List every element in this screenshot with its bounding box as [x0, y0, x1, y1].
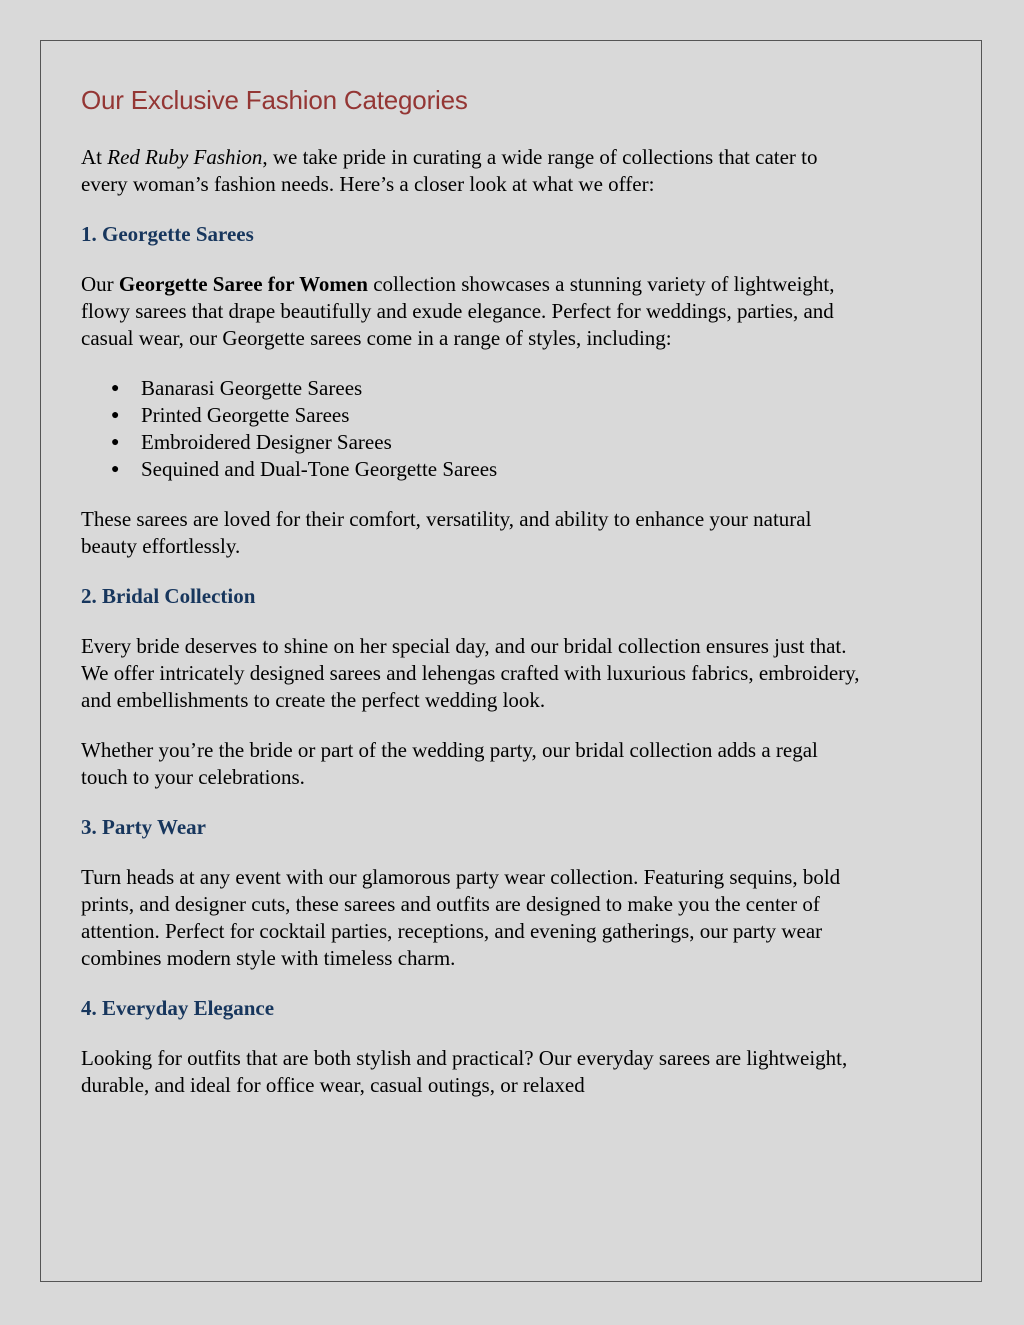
bullet-icon: ● [111, 381, 120, 396]
georgette-post: collection showcases a stunning variety of lightweight, flowy sarees that drape beautifully and exude elegance. Perfect for weddings, parties, and casual wear, our Georgette sarees come in a range of styles, including: [81, 272, 835, 350]
georgette-keyword: Georgette Saree for Women [118, 272, 368, 296]
intro-post: , we take pride in curating a wide range of collections that cater to every woman’s fashion needs. Here’s a closer look at what we offer: [81, 145, 818, 196]
list-item [81, 456, 861, 483]
georgette-summary: These sarees are loved for their comfort, versatility, and ability to enhance your natural beauty effortlessly. [81, 507, 812, 558]
section-heading-everyday: 4. Everyday Elegance [81, 996, 275, 1020]
bullet-icon: ● [111, 408, 120, 423]
list-item-text: Banarasi Georgette Sarees [141, 376, 363, 400]
everyday-paragraph: Looking for outfits that are both stylish and practical? Our everyday sarees are lightweight, durable, and ideal for office wear, casual outings, or relaxed [81, 1046, 848, 1097]
georgette-pre: Our [81, 272, 119, 296]
list-item [81, 375, 861, 402]
document-content [81, 82, 861, 1122]
bullet-icon: ● [111, 462, 120, 477]
georgette-styles-list [81, 375, 861, 483]
list-item-text: Embroidered Designer Sarees [141, 430, 392, 454]
intro-pre: At [81, 145, 108, 169]
intro-paragraph [81, 144, 861, 198]
section-heading-party-wear: 3. Party Wear [81, 815, 206, 839]
bullet-icon: ● [111, 435, 120, 450]
brand-name: Red Ruby Fashion [107, 145, 263, 169]
section-heading-bridal: 2. Bridal Collection [81, 584, 256, 608]
bridal-summary: Whether you’re the bride or part of the wedding party, our bridal collection adds a regal touch to your celebrations. [81, 738, 818, 789]
list-item [81, 429, 861, 456]
party-wear-paragraph: Turn heads at any event with our glamorous party wear collection. Featuring sequins, bold prints, and designer cuts, these sarees and outfits are designed to make you the center of attention. Perfect for cocktail parties, receptions, and evening gatherings, our party wear combines modern style with timeless charm. [81, 865, 841, 970]
bridal-paragraph: Every bride deserves to shine on her special day, and our bridal collection ensures just that. We offer intricately designed sarees and lehengas crafted with luxurious fabrics, embroidery, and embellishments to create the perfect wedding look. [81, 634, 860, 712]
list-item [81, 402, 861, 429]
georgette-paragraph [81, 271, 861, 352]
list-item-text: Sequined and Dual-Tone Georgette Sarees [141, 457, 498, 481]
page-title: Our Exclusive Fashion Categories [81, 85, 468, 115]
section-heading-georgette: 1. Georgette Sarees [81, 222, 254, 246]
list-item-text: Printed Georgette Sarees [141, 403, 350, 427]
